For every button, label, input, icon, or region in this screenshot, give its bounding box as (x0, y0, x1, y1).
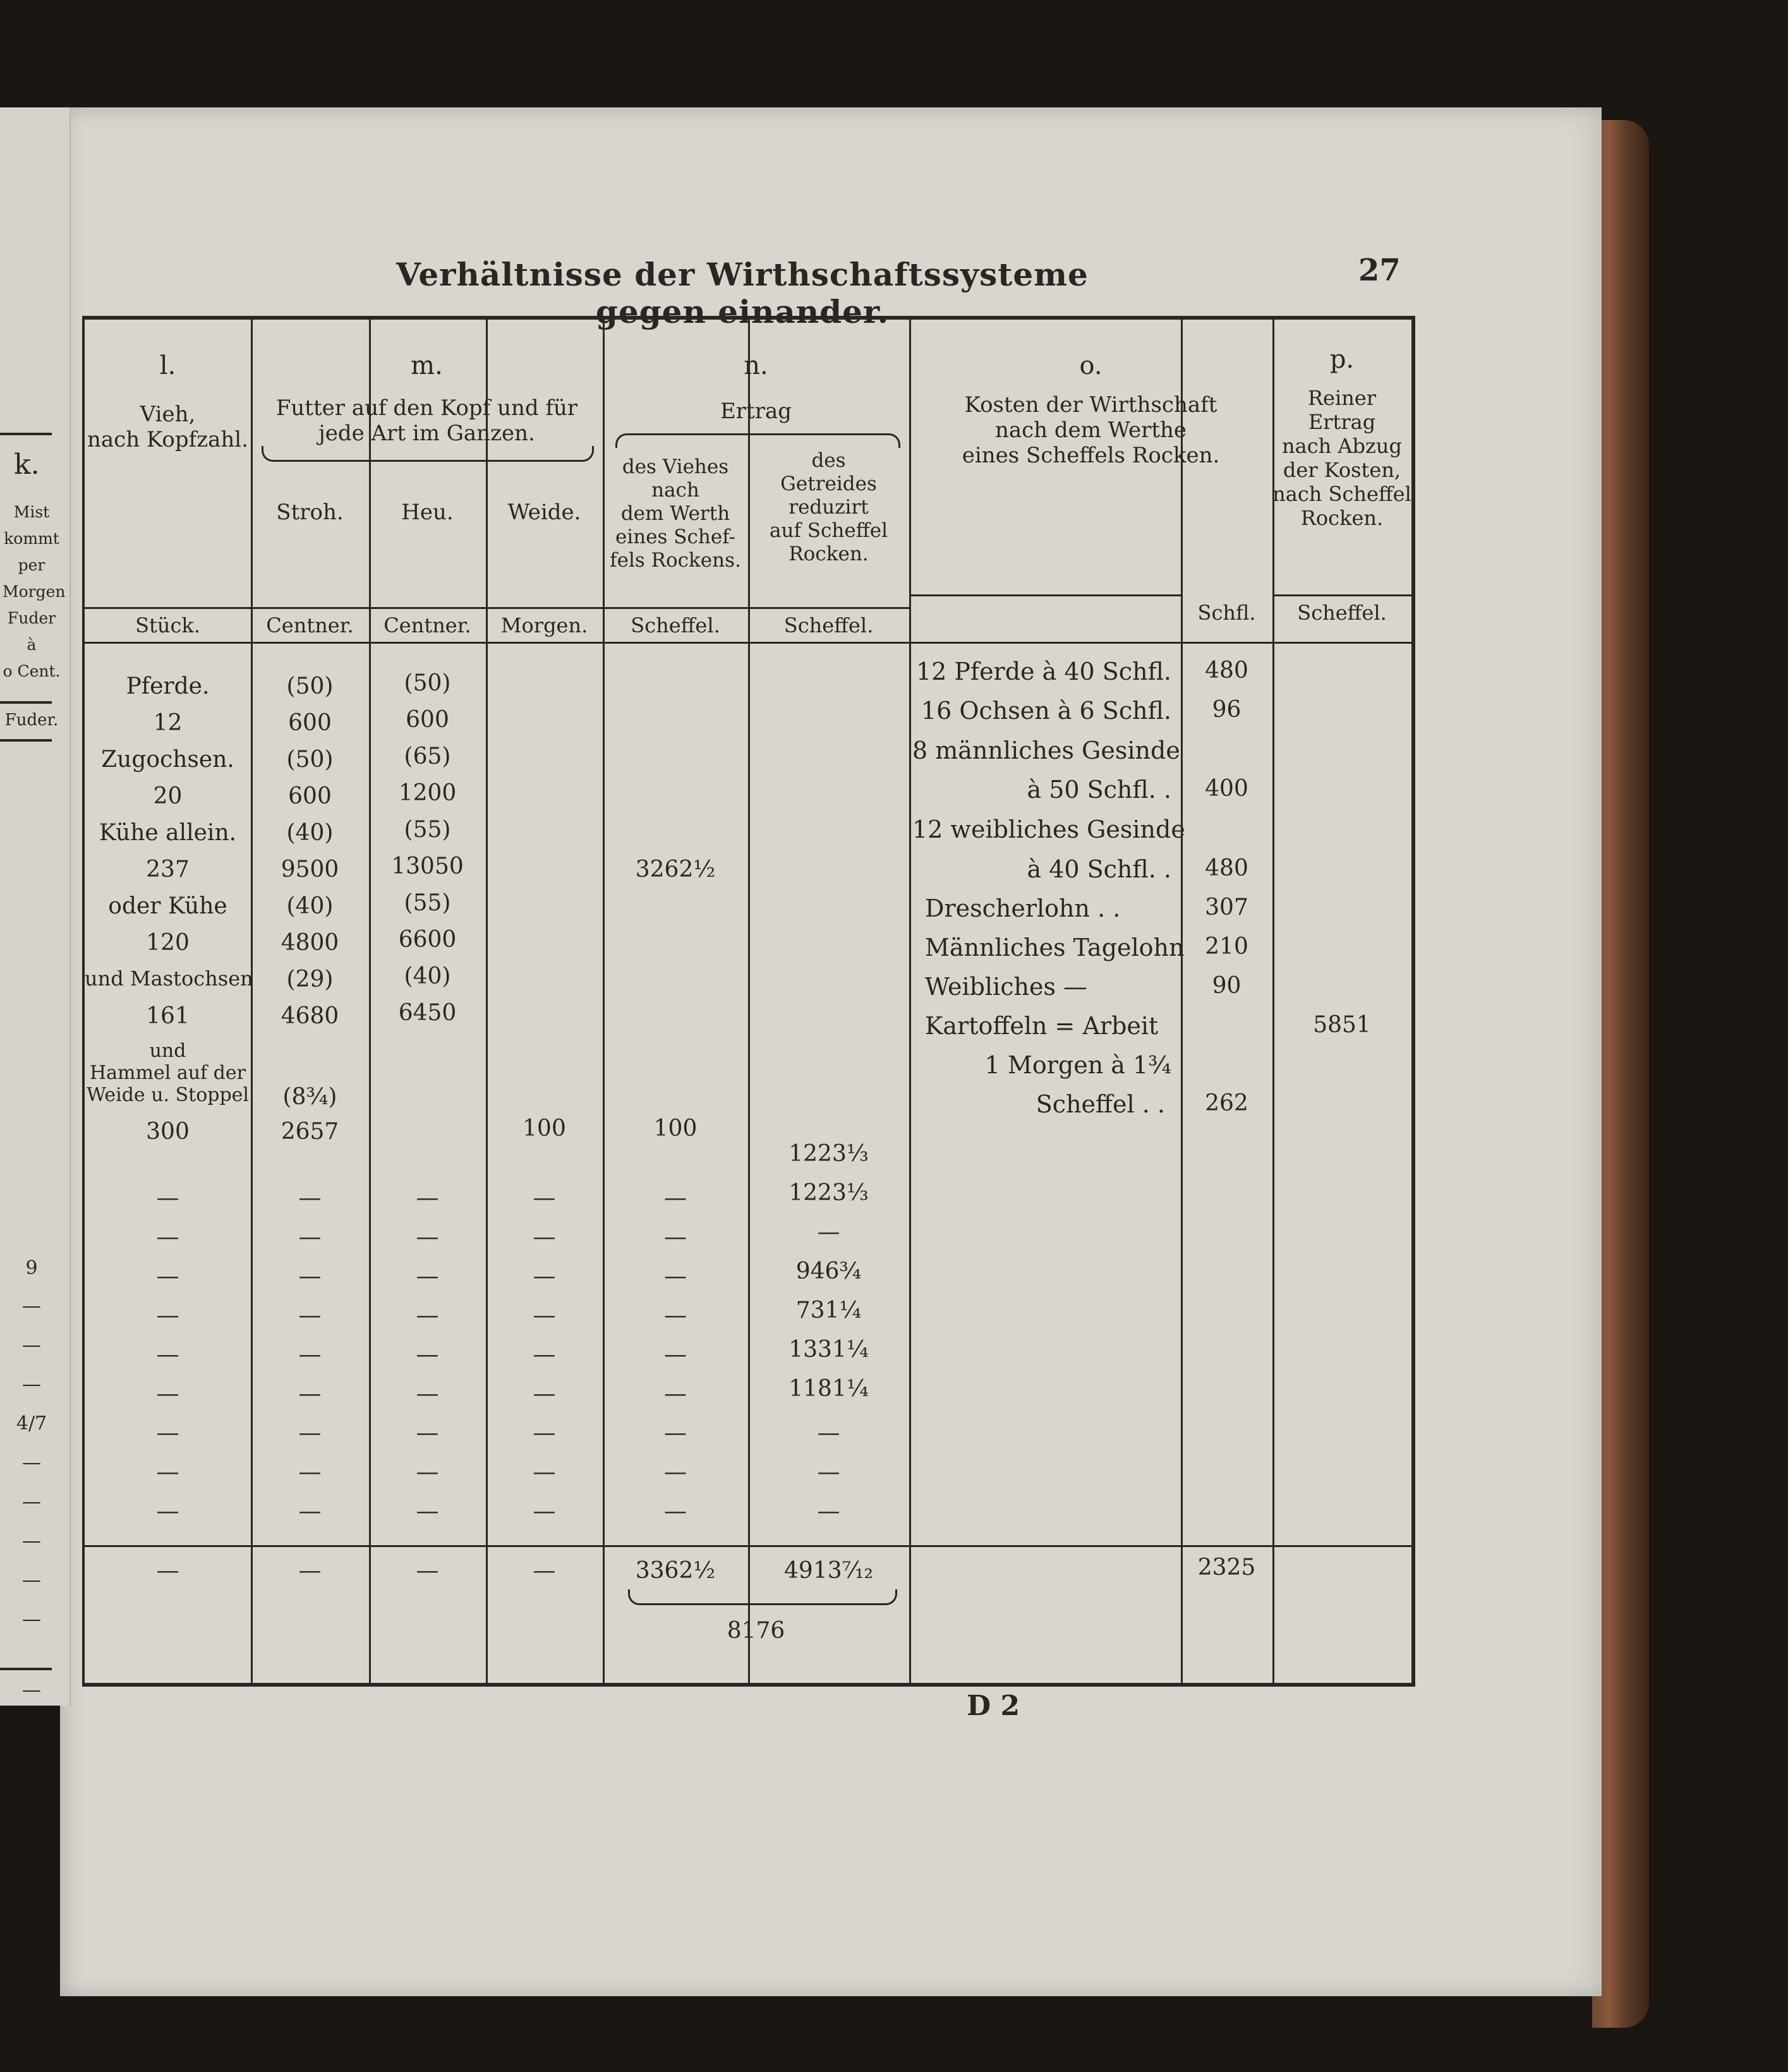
row-l-cell: — (156, 1342, 179, 1368)
row-weide-cell: 100 (523, 1116, 566, 1141)
row-stroh-cell: (40) (286, 893, 334, 919)
column-k-value: 4/7 (16, 1412, 47, 1435)
row-stroh-cell: 9500 (281, 857, 339, 882)
totals-rule (85, 1545, 1411, 1547)
row-l-cell: 237 (146, 857, 190, 882)
cost-item: Scheffel . . (1036, 1090, 1165, 1118)
row-heu-cell: 6450 (398, 1000, 457, 1026)
row-heu-cell: — (416, 1185, 439, 1211)
column-k-value: — (22, 1491, 41, 1513)
cost-value: 480 (1205, 658, 1248, 684)
header-m-stroh: Stroh. (276, 500, 344, 525)
cost-value: 480 (1205, 855, 1248, 881)
cost-item: 12 Pferde à 40 Schfl. (916, 658, 1171, 685)
row-weide-cell: — (533, 1420, 556, 1446)
header-rule (251, 607, 909, 609)
reiner-ertrag-value: 5851 (1313, 1012, 1371, 1038)
header-l-letter: l. (159, 351, 176, 380)
row-heu-cell: (65) (404, 744, 451, 769)
cost-item: 16 Ochsen à 6 Schfl. (921, 697, 1171, 725)
column-k-rule (0, 739, 52, 742)
running-head: Verhältnisse der Wirthschaftssysteme gegen einander. (396, 256, 1089, 330)
header-n-getreide-unit: Scheffel. (783, 613, 874, 637)
column-k-rule (0, 433, 52, 435)
row-weide-cell: — (533, 1459, 556, 1485)
header-n-letter: n. (744, 351, 768, 380)
row-getreide-cell: 1223⅓ (788, 1180, 869, 1206)
total-kosten: 2325 (1197, 1555, 1256, 1581)
cost-item: à 40 Schfl. . (1027, 855, 1171, 883)
row-l-cell: 300 (146, 1119, 190, 1145)
cost-item: Kartoffeln = Arbeit (925, 1012, 1159, 1040)
row-stroh-cell: 4680 (281, 1003, 339, 1029)
row-stroh-cell: — (298, 1498, 322, 1524)
column-k-rule (0, 701, 52, 704)
total-weide: — (533, 1558, 556, 1584)
row-l-cell: — (156, 1303, 179, 1328)
row-heu-cell: — (416, 1303, 439, 1328)
total-getreide: 4913⁷⁄₁₂ (784, 1558, 873, 1584)
row-l-cell: 12 (153, 710, 183, 736)
cost-value: 96 (1212, 697, 1241, 723)
cost-item: 12 weibliches Gesinde (912, 816, 1185, 843)
header-l-unit: Stück. (135, 613, 200, 637)
total-ertrag-sum: 8176 (727, 1618, 785, 1644)
column-k-description: Mist kommt per Morgen Fuder à o Cent. (3, 503, 66, 680)
row-heu-cell: — (416, 1342, 439, 1368)
column-k-value: 9 (25, 1257, 38, 1279)
header-n-text: Ertrag (720, 399, 792, 424)
row-heu-cell: — (416, 1420, 439, 1446)
row-l-cell: — (156, 1498, 179, 1524)
column-k-value: — (22, 1452, 41, 1474)
column-k-value: — (22, 1334, 41, 1356)
header-p-letter: p. (1329, 345, 1355, 374)
cost-item: Drescherlohn . . (925, 894, 1121, 922)
header-m-weide: Weide. (507, 500, 581, 525)
row-heu-cell: — (416, 1224, 439, 1250)
row-getreide-cell: — (817, 1420, 840, 1446)
header-n-vieh-unit: Scheffel. (631, 613, 720, 637)
row-l-cell: Pferde. (126, 673, 210, 699)
cost-value: 210 (1205, 934, 1248, 960)
row-l-cell: Weide u. Stoppel (86, 1084, 250, 1106)
row-weide-cell: — (533, 1224, 556, 1250)
column-rule (909, 320, 911, 1683)
cost-value: 90 (1212, 973, 1241, 999)
header-p-text: Reiner Ertrag nach Abzug der Kosten, nach Scheffel Rocken. (1272, 386, 1411, 530)
header-m-text: Futter auf den Kopf und für jede Art im Ganzen. (275, 395, 578, 446)
row-l-cell: oder Kühe (108, 893, 227, 919)
row-heu-cell: — (416, 1459, 439, 1485)
row-l-cell: und Mastochsen (85, 967, 253, 991)
total-l: — (156, 1558, 179, 1584)
row-l-cell: — (156, 1185, 179, 1211)
header-m-letter: m. (411, 351, 443, 380)
row-vieh-cell: — (664, 1185, 687, 1211)
row-stroh-cell: (50) (286, 673, 334, 699)
row-stroh-cell: — (298, 1381, 322, 1407)
row-stroh-cell: — (298, 1303, 322, 1328)
column-k-value: — (22, 1569, 41, 1591)
row-heu-cell: — (416, 1381, 439, 1407)
cost-item: à 50 Schfl. . (1027, 776, 1171, 804)
row-l-cell: 161 (146, 1003, 190, 1029)
row-stroh-cell: 600 (288, 710, 332, 736)
row-weide-cell: — (533, 1342, 556, 1368)
header-o-unit: Schfl. (1197, 601, 1256, 625)
column-rule (1181, 320, 1183, 1683)
row-stroh-cell: 2657 (281, 1119, 339, 1145)
row-stroh-cell: — (298, 1185, 322, 1211)
total-heu: — (416, 1558, 439, 1584)
row-stroh-cell: — (298, 1224, 322, 1250)
row-heu-cell: — (416, 1498, 439, 1524)
row-vieh-cell: 3262½ (635, 857, 716, 882)
header-m-heu-unit: Centner. (384, 613, 471, 637)
row-l-cell: 20 (153, 783, 183, 809)
row-weide-cell: — (533, 1263, 556, 1289)
row-heu-cell: (50) (404, 670, 451, 696)
row-l-cell: — (156, 1381, 179, 1407)
header-m-weide-unit: Morgen. (500, 613, 588, 637)
row-l-cell: — (156, 1263, 179, 1289)
header-o-letter: o. (1079, 351, 1102, 380)
row-heu-cell: 6600 (398, 927, 457, 953)
row-l-cell: Kühe allein. (99, 820, 237, 846)
row-l-cell: 120 (146, 930, 190, 956)
row-stroh-cell: — (298, 1420, 322, 1446)
header-rule (909, 594, 1181, 596)
row-stroh-cell: — (298, 1459, 322, 1485)
row-stroh-cell: 4800 (281, 930, 339, 956)
header-o-text: Kosten der Wirthschaft nach dem Werthe eines Scheffels Rocken. (962, 392, 1220, 468)
row-l-cell: — (156, 1224, 179, 1250)
row-heu-cell: 1200 (398, 780, 457, 806)
row-l-cell: Hammel auf der (90, 1062, 246, 1084)
economics-table (82, 316, 1415, 1687)
row-weide-cell: — (533, 1303, 556, 1328)
column-k-value: — (22, 1608, 41, 1630)
total-stroh: — (298, 1558, 322, 1584)
row-l-cell: — (156, 1420, 179, 1446)
row-vieh-cell: — (664, 1263, 687, 1289)
cost-item: 8 männliches Gesinde (912, 737, 1180, 764)
row-heu-cell: 600 (406, 707, 449, 733)
row-getreide-cell: 1331¼ (788, 1337, 869, 1363)
header-l-text: Vieh, nach Kopfzahl. (87, 402, 248, 452)
row-heu-cell: (55) (404, 817, 451, 843)
cost-value: 400 (1205, 776, 1248, 802)
row-weide-cell: — (533, 1498, 556, 1524)
cost-item: Männliches Tagelohn (925, 934, 1185, 961)
header-p-unit: Scheffel. (1297, 601, 1387, 625)
left-page-fragment (0, 107, 71, 1706)
row-getreide-cell: 1181¼ (788, 1376, 869, 1402)
column-k-value: — (22, 1373, 41, 1395)
cost-item: Weibliches — (925, 973, 1088, 1001)
row-weide-cell: — (533, 1381, 556, 1407)
row-getreide-cell: 1223⅓ (788, 1141, 869, 1167)
row-vieh-cell: — (664, 1459, 687, 1485)
row-l-cell: Zugochsen. (101, 747, 234, 773)
header-rule (1272, 594, 1411, 596)
ertrag-sum-brace (628, 1589, 897, 1605)
row-vieh-cell: — (664, 1303, 687, 1328)
row-vieh-cell: — (664, 1498, 687, 1524)
column-k-rule (0, 1668, 52, 1670)
row-vieh-cell: — (664, 1381, 687, 1407)
row-vieh-cell: — (664, 1342, 687, 1368)
header-rule (85, 607, 251, 609)
row-getreide-cell: — (817, 1219, 840, 1245)
signature-mark: D 2 (967, 1690, 1020, 1722)
row-l-cell: und (149, 1040, 186, 1062)
row-getreide-cell: 946¾ (795, 1258, 862, 1284)
row-heu-cell: (55) (404, 890, 451, 916)
row-vieh-cell: — (664, 1420, 687, 1446)
row-stroh-cell: 600 (288, 783, 332, 809)
header-m-stroh-unit: Centner. (266, 613, 354, 637)
row-getreide-cell: — (817, 1498, 840, 1524)
cost-item: 1 Morgen à 1¾ (984, 1051, 1171, 1079)
row-weide-cell: — (533, 1185, 556, 1211)
row-stroh-cell: (40) (286, 820, 334, 846)
column-k-value: — (22, 1530, 41, 1552)
row-getreide-cell: — (817, 1459, 840, 1485)
header-n-getreide: des Getreides reduzirt auf Scheffel Rocken. (770, 449, 888, 565)
row-l-cell: — (156, 1459, 179, 1485)
header-n-vieh: des Viehes nach dem Werth eines Schef- fels Rockens. (610, 455, 741, 572)
header-m-brace (262, 446, 594, 462)
cost-value: 262 (1205, 1090, 1248, 1116)
column-k-value: — (22, 1295, 41, 1317)
row-stroh-cell: (29) (286, 967, 334, 992)
cost-value: 307 (1205, 894, 1248, 920)
column-k-unit: Fuder. (4, 711, 59, 730)
row-stroh-cell: — (298, 1342, 322, 1368)
row-stroh-cell: — (298, 1263, 322, 1289)
page-number: 27 (1358, 253, 1401, 288)
row-stroh-cell: (8¾) (282, 1084, 337, 1110)
header-n-brace (615, 433, 900, 448)
row-vieh-cell: — (664, 1224, 687, 1250)
total-vieh: 3362½ (635, 1558, 716, 1584)
column-k-letter: k. (14, 449, 40, 481)
unit-rule (85, 642, 1411, 644)
header-m-heu: Heu. (401, 500, 454, 525)
row-heu-cell: (40) (404, 963, 451, 989)
row-vieh-cell: 100 (653, 1116, 698, 1141)
column-k-value: — (22, 1679, 41, 1701)
row-stroh-cell: (50) (286, 747, 334, 773)
row-heu-cell: 13050 (391, 853, 464, 879)
row-getreide-cell: 731¼ (795, 1298, 862, 1323)
row-heu-cell: — (416, 1263, 439, 1289)
